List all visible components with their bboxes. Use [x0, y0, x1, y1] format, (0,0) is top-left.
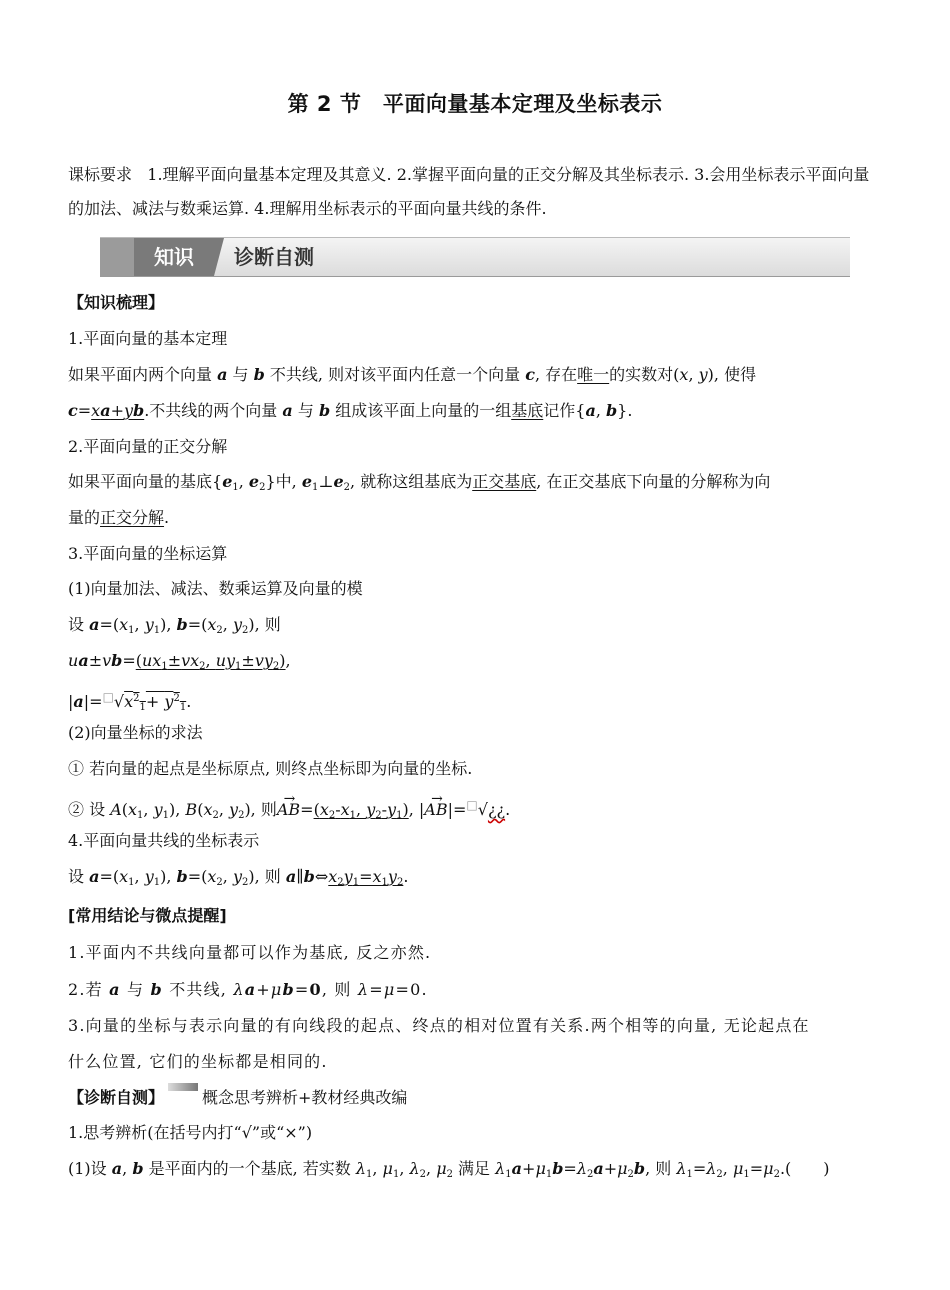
conclusion-2: 2.若 a 与 b 不共线, λa+μb=0, 则 λ=μ=0. — [68, 980, 428, 999]
coord-operation-sub1: (1)向量加法、减法、数乘运算及向量的模 — [68, 579, 363, 598]
theorem-heading: 1.平面向量的基本定理 — [68, 329, 228, 348]
orthogonal-heading: 2.平面向量的正交分解 — [68, 437, 228, 456]
requirements-label: 课标要求 — [68, 165, 133, 184]
question-1-item-1: (1)设 a, b 是平面内的一个基底, 若实数 $\lambda_1$, $\mu_1$, $\lambda_2$, $\mu_2$ 满足 $\lambda_1a+\mu_1b=\lambda_2a+\mu_2b$, 则 $\lambda_1=\lambda_2$, $\mu_1=\mu_2$.( ) — [68, 1159, 830, 1180]
conclusion-3-line1: 3.向量的坐标与表示向量的有向线段的起点、终点的相对位置有关系.两个相等的向量, 无论起点在 — [68, 1016, 810, 1035]
coord-operation-heading: 3.平面向量的坐标运算 — [68, 544, 228, 563]
theorem-text-line1: 如果平面内两个向量 a 与 b 不共线, 则对该平面内任意一个向量 c, 存在唯一的实数对(x, y), 使得 — [68, 365, 757, 384]
common-conclusions-heading: [常用结论与微点提醒] — [68, 906, 227, 925]
magnitude-formula: $|a|=^□√x^2_1+ y^2_1$. — [68, 690, 192, 713]
requirements-paragraph — [68, 158, 883, 226]
banner-lead-block — [100, 238, 134, 276]
question-1-heading: 1.思考辨析(在括号内打“√”或“×”) — [68, 1123, 313, 1142]
coord-setup-line: 设 $a=(x_1$, $y_1$), $b=(x_2$, $y_2$), 则 — [68, 615, 281, 636]
section-banner — [100, 237, 850, 277]
conclusion-3-line2: 什么位置, 它们的坐标都是相同的. — [68, 1052, 328, 1071]
orthogonal-text-line1: 如果平面向量的基底{$e_1$, $e_2$}中, $e_1\perp e_2$, 就称这组基底为正交基底, 在正交基底下向量的分解称为向 — [68, 472, 771, 493]
linear-combination-formula: $ua\pm vb=(ux_1\pm vx_2$, $uy_1\pm vy_2$), — [68, 651, 291, 672]
coord-method-item1: ① 若向量的起点是坐标原点, 则终点坐标即为向量的坐标. — [68, 759, 473, 778]
banner-heading: 诊断自测 — [234, 245, 314, 269]
collinear-formula: 设 $a=(x_1$, $y_1$), $b=(x_2$, $y_2$), 则 $a\parallel b\Leftrightarrow x_2y_1=x_1y_2$. — [68, 867, 409, 888]
coord-method-item2: ② 设 $A(x_1$, $y_1$), $B(x_2$, $y_2$), 则→ $AB=(x_2-x_1$, $y_2-y_1$), |→ AB|=□√¿¿. — [68, 792, 883, 823]
diagnosis-note: 概念思考辨析+教材经典改编 — [202, 1088, 408, 1107]
collinear-heading: 4.平面向量共线的坐标表示 — [68, 831, 260, 850]
requirements-text: 1.理解平面向量基本定理及其意义. 2.掌握平面向量的正交分解及其坐标表示. 3.会用坐标表示平面向量的加法、减法与数乘运算. 4.理解用坐标表示的平面向量共线的条件. — [68, 165, 870, 218]
banner-tag: 知识 — [134, 238, 214, 276]
page-title: 第 2 节 平面向量基本定理及坐标表示 — [287, 92, 663, 116]
theorem-text-line2: c=xa+yb.不共线的两个向量 a 与 b 组成该平面上向量的一组基底记作{a, b}. — [68, 401, 633, 420]
orthogonal-text-line2: 量的正交分解. — [68, 508, 170, 527]
knowledge-heading: 【知识梳理】 — [68, 293, 165, 312]
conclusion-1: 1.平面内不共线向量都可以作为基底, 反之亦然. — [68, 943, 432, 962]
coord-method-heading: (2)向量坐标的求法 — [68, 723, 203, 742]
diagnosis-heading-line — [68, 1083, 883, 1111]
arrow-icon — [168, 1083, 198, 1091]
diagnosis-heading: 【诊断自测】 — [68, 1088, 165, 1107]
